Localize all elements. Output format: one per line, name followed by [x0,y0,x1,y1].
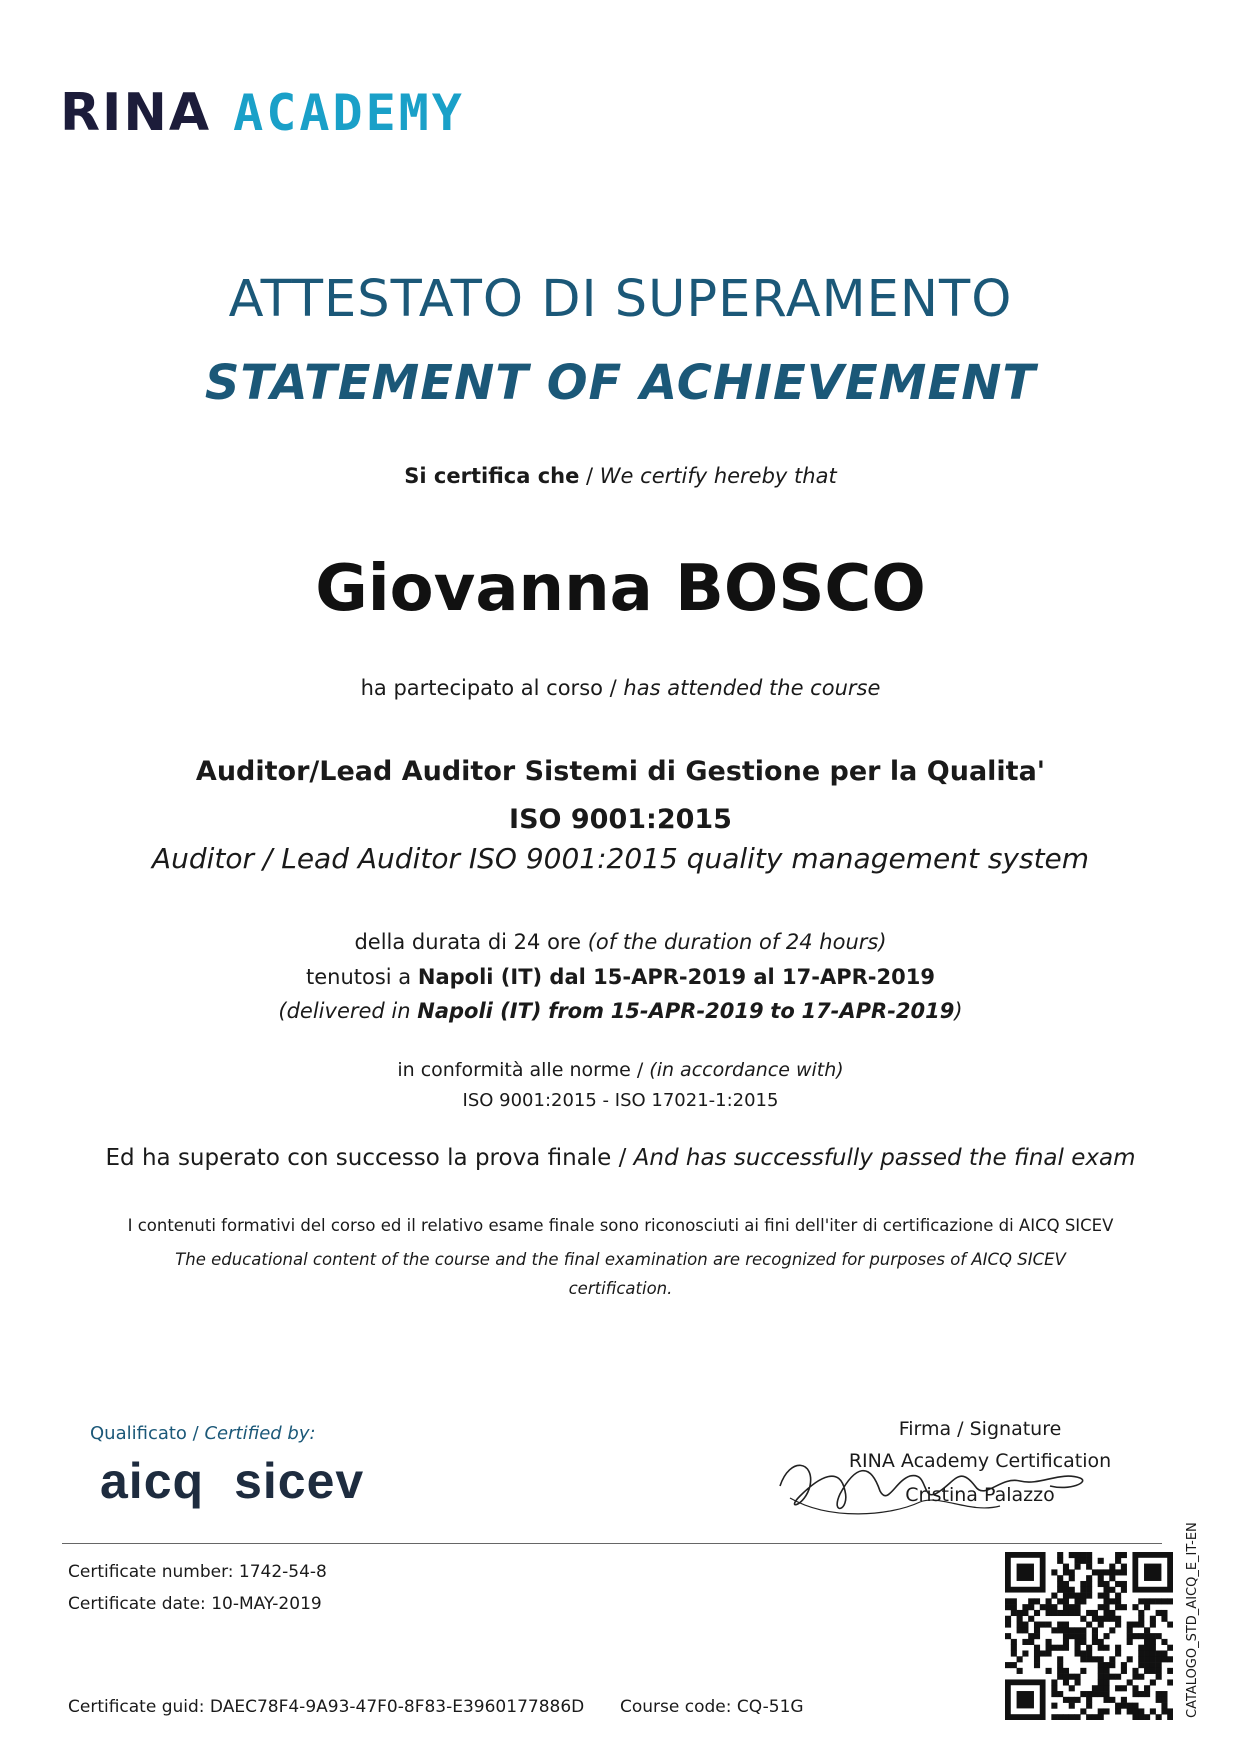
recognition-italian: I contenuti formativi del corso ed il relativo esame finale sono riconosciuti ai fini dell'iter di certificazione di AICQ SICEV [127,1216,1114,1235]
rina-academy-logo [60,78,465,148]
attended-en: has attended the course [623,676,881,700]
delivered-line [0,999,1241,1023]
norms-label-it: in conformità alle norme [397,1059,631,1081]
certify-line [0,464,1241,488]
course-code-value: CQ-51G [736,1697,804,1717]
attended-sep: / [602,676,624,700]
qualified-it: Qualificato [90,1423,187,1444]
aicq-logo-text: aicq [100,1453,205,1509]
attended-it: ha partecipato al corso [360,676,603,700]
norms-label-en: (in accordance with) [649,1059,844,1081]
certificate-date [68,1594,322,1614]
course-title-italian-text: Auditor/Lead Auditor Sistemi di Gestione per la Qualita' ISO 9001:2015 [195,756,1046,835]
catalog-code: CATALOGO_STD_AICQ_E_IT-EN [1185,1522,1200,1718]
duration-en: (of the duration of 24 hours) [587,930,887,954]
passed-line [0,1145,1241,1171]
certificate-number-value: 1742-54-8 [238,1562,327,1582]
delivered-from: from [548,999,604,1023]
delivered-start: 15-APR-2019 [610,999,764,1023]
delivered-open: (delivered in [278,999,418,1023]
certificate-guid-label: Certificate guid: [68,1697,205,1717]
passed-en: And has successfully passed the final exam [633,1145,1136,1171]
certify-sep: / [579,464,600,488]
recognition-english: The educational content of the course and the final examination are recognized for purposes of AICQ SICEV certification. [175,1250,1066,1298]
held-line [0,965,1241,989]
title-english: STATEMENT OF ACHIEVEMENT [204,355,1037,411]
certificate-date-value: 10-MAY-2019 [211,1594,322,1614]
course-code-label: Course code: [620,1697,732,1717]
certificate-number [68,1562,327,1582]
duration-line [0,930,1241,954]
sicev-logo-text: sicev [234,1453,365,1509]
passed-sep: / [611,1145,634,1171]
certify-it: Si certifica che [404,464,580,488]
delivered-to: to [770,999,795,1023]
signature-label: Firma / Signature [898,1418,1062,1440]
signature-organization: RINA Academy Certification [848,1450,1112,1472]
qualified-en: Certified by: [204,1423,316,1444]
held-details: Napoli (IT) dal 15-APR-2019 al 17-APR-2019 [417,965,935,989]
attended-line [0,676,1241,700]
signature-person: Cristina Palazzo [905,1484,1055,1506]
course-title-english: Auditor / Lead Auditor ISO 9001:2015 quality management system [151,842,1090,875]
title-italian: ATTESTATO DI SUPERAMENTO [228,270,1013,329]
certificate-number-label: Certificate number: [68,1562,234,1582]
certificate-date-label: Certificate date: [68,1594,206,1614]
delivered-place: Napoli (IT) [417,999,542,1023]
participant-name: Giovanna BOSCO [315,552,926,626]
course-code [620,1697,804,1717]
delivered-close: ) [954,999,963,1023]
certificate-guid-value: DAEC78F4-9A93-47F0-8F83-E3960177886D [209,1697,585,1717]
logo-academy-text: ACADEMY [233,84,465,142]
certificate-guid [68,1697,584,1717]
qr-code [1005,1552,1173,1720]
duration-it: della durata di 24 ore [354,930,582,954]
certify-en: We certify hereby that [599,464,837,488]
norms-label [0,1059,1241,1081]
delivered-end: 17-APR-2019 [801,999,955,1023]
course-title-italian [0,748,1241,844]
held-prefix: tenutosi a [306,965,412,989]
footer-divider [62,1543,1162,1544]
logo-rina-text: RINA [60,83,212,143]
qualified-label [90,1423,316,1444]
qualified-sep: / [186,1423,205,1444]
aicq-sicev-logo [100,1452,364,1510]
norms-sep: / [630,1059,650,1081]
norms-list: ISO 9001:2015 - ISO 17021-1:2015 [462,1090,779,1111]
passed-it: Ed ha superato con successo la prova finale [105,1145,612,1171]
